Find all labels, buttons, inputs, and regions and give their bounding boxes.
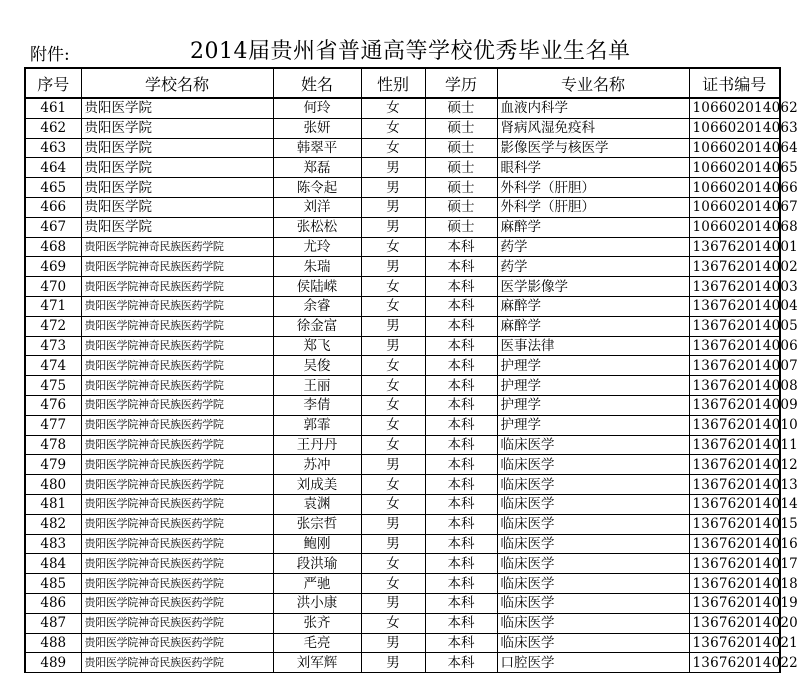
cell-major: 临床医学 bbox=[497, 455, 689, 475]
cell-name: 侯陆嵘 bbox=[273, 277, 361, 297]
header-name: 姓名 bbox=[273, 68, 361, 98]
cell-school: 贵阳医学院神奇民族医药学院 bbox=[81, 277, 273, 297]
cell-index: 489 bbox=[25, 653, 81, 673]
cell-degree: 本科 bbox=[425, 653, 497, 673]
cell-gender: 女 bbox=[361, 613, 425, 633]
cell-certificate: 136762014008 bbox=[689, 376, 780, 396]
cell-degree: 本科 bbox=[425, 574, 497, 594]
table-row bbox=[25, 514, 780, 534]
cell-major: 护理学 bbox=[497, 395, 689, 415]
table-row bbox=[25, 336, 780, 356]
table-row bbox=[25, 435, 780, 455]
cell-name: 毛亮 bbox=[273, 633, 361, 653]
cell-degree: 本科 bbox=[425, 593, 497, 613]
cell-gender: 女 bbox=[361, 356, 425, 376]
cell-certificate: 136762014020 bbox=[689, 613, 780, 633]
table-row bbox=[25, 574, 780, 594]
cell-certificate: 136762014015 bbox=[689, 514, 780, 534]
cell-school: 贵阳医学院 bbox=[81, 197, 273, 217]
cell-major: 影像医学与核医学 bbox=[497, 138, 689, 158]
attachment-label: 附件: bbox=[30, 45, 70, 65]
header-row bbox=[25, 68, 780, 98]
cell-index: 472 bbox=[25, 316, 81, 336]
cell-gender: 男 bbox=[361, 197, 425, 217]
table-row bbox=[25, 613, 780, 633]
cell-major: 肾病风湿免疫科 bbox=[497, 118, 689, 138]
cell-certificate: 136762014017 bbox=[689, 554, 780, 574]
table-row bbox=[25, 158, 780, 178]
cell-degree: 本科 bbox=[425, 455, 497, 475]
cell-index: 466 bbox=[25, 197, 81, 217]
table-row bbox=[25, 237, 780, 257]
cell-name: 张宗哲 bbox=[273, 514, 361, 534]
cell-school: 贵阳医学院神奇民族医药学院 bbox=[81, 395, 273, 415]
cell-certificate: 136762014022 bbox=[689, 653, 780, 673]
cell-certificate: 136762014012 bbox=[689, 455, 780, 475]
table-row bbox=[25, 277, 780, 297]
cell-school: 贵阳医学院神奇民族医药学院 bbox=[81, 534, 273, 554]
cell-name: 洪小康 bbox=[273, 593, 361, 613]
cell-name: 袁渊 bbox=[273, 494, 361, 514]
cell-name: 陈令起 bbox=[273, 178, 361, 198]
table-row bbox=[25, 395, 780, 415]
cell-school: 贵阳医学院神奇民族医药学院 bbox=[81, 613, 273, 633]
cell-major: 护理学 bbox=[497, 376, 689, 396]
cell-gender: 女 bbox=[361, 554, 425, 574]
cell-school: 贵阳医学院 bbox=[81, 98, 273, 118]
cell-gender: 男 bbox=[361, 633, 425, 653]
cell-index: 481 bbox=[25, 494, 81, 514]
cell-index: 479 bbox=[25, 455, 81, 475]
cell-name: 李倩 bbox=[273, 395, 361, 415]
cell-major: 临床医学 bbox=[497, 494, 689, 514]
cell-major: 临床医学 bbox=[497, 475, 689, 495]
cell-school: 贵阳医学院神奇民族医药学院 bbox=[81, 574, 273, 594]
table-row bbox=[25, 118, 780, 138]
cell-certificate: 136762014010 bbox=[689, 415, 780, 435]
cell-index: 471 bbox=[25, 296, 81, 316]
cell-degree: 本科 bbox=[425, 613, 497, 633]
cell-name: 严驰 bbox=[273, 574, 361, 594]
header-index: 序号 bbox=[25, 68, 81, 98]
cell-school: 贵阳医学院神奇民族医药学院 bbox=[81, 455, 273, 475]
cell-index: 465 bbox=[25, 178, 81, 198]
cell-certificate: 136762014009 bbox=[689, 395, 780, 415]
cell-degree: 硕士 bbox=[425, 178, 497, 198]
cell-name: 余睿 bbox=[273, 296, 361, 316]
cell-gender: 女 bbox=[361, 494, 425, 514]
cell-certificate: 136762014019 bbox=[689, 593, 780, 613]
cell-major: 药学 bbox=[497, 237, 689, 257]
cell-school: 贵阳医学院神奇民族医药学院 bbox=[81, 257, 273, 277]
cell-school: 贵阳医学院 bbox=[81, 138, 273, 158]
cell-major: 临床医学 bbox=[497, 534, 689, 554]
cell-degree: 硕士 bbox=[425, 98, 497, 118]
header-certificate: 证书编号 bbox=[689, 68, 780, 98]
table-row bbox=[25, 138, 780, 158]
cell-certificate: 136762014013 bbox=[689, 475, 780, 495]
cell-certificate: 106602014068 bbox=[689, 217, 780, 237]
header-major: 专业名称 bbox=[497, 68, 689, 98]
cell-school: 贵阳医学院神奇民族医药学院 bbox=[81, 494, 273, 514]
cell-major: 医事法律 bbox=[497, 336, 689, 356]
cell-gender: 男 bbox=[361, 593, 425, 613]
cell-major: 临床医学 bbox=[497, 514, 689, 534]
cell-major: 药学 bbox=[497, 257, 689, 277]
cell-major: 外科学（肝胆） bbox=[497, 197, 689, 217]
table-row bbox=[25, 475, 780, 495]
cell-gender: 女 bbox=[361, 277, 425, 297]
cell-school: 贵阳医学院 bbox=[81, 118, 273, 138]
cell-index: 483 bbox=[25, 534, 81, 554]
cell-certificate: 106602014064 bbox=[689, 138, 780, 158]
cell-school: 贵阳医学院 bbox=[81, 158, 273, 178]
cell-degree: 本科 bbox=[425, 475, 497, 495]
cell-major: 眼科学 bbox=[497, 158, 689, 178]
cell-gender: 男 bbox=[361, 178, 425, 198]
table-row bbox=[25, 197, 780, 217]
cell-name: 何玲 bbox=[273, 98, 361, 118]
cell-index: 462 bbox=[25, 118, 81, 138]
table-row bbox=[25, 217, 780, 237]
cell-certificate: 106602014062 bbox=[689, 98, 780, 118]
cell-degree: 本科 bbox=[425, 336, 497, 356]
header-school: 学校名称 bbox=[81, 68, 273, 98]
cell-major: 麻醉学 bbox=[497, 217, 689, 237]
cell-degree: 本科 bbox=[425, 277, 497, 297]
cell-degree: 本科 bbox=[425, 435, 497, 455]
cell-school: 贵阳医学院神奇民族医药学院 bbox=[81, 336, 273, 356]
table-row bbox=[25, 593, 780, 613]
cell-gender: 女 bbox=[361, 138, 425, 158]
cell-school: 贵阳医学院 bbox=[81, 217, 273, 237]
cell-name: 段洪瑜 bbox=[273, 554, 361, 574]
cell-name: 徐金富 bbox=[273, 316, 361, 336]
cell-name: 王丹丹 bbox=[273, 435, 361, 455]
table-row bbox=[25, 415, 780, 435]
cell-certificate: 136762014002 bbox=[689, 257, 780, 277]
cell-index: 468 bbox=[25, 237, 81, 257]
cell-certificate: 106602014065 bbox=[689, 158, 780, 178]
cell-index: 470 bbox=[25, 277, 81, 297]
table-row bbox=[25, 356, 780, 376]
table-body bbox=[25, 98, 798, 673]
document-title: 2014届贵州省普通高等学校优秀毕业生名单 bbox=[190, 39, 631, 64]
cell-certificate: 136762014003 bbox=[689, 277, 780, 297]
cell-name: 朱瑞 bbox=[273, 257, 361, 277]
cell-name: 尤玲 bbox=[273, 237, 361, 257]
cell-gender: 男 bbox=[361, 514, 425, 534]
cell-name: 吴俊 bbox=[273, 356, 361, 376]
cell-certificate: 136762014005 bbox=[689, 316, 780, 336]
cell-major: 临床医学 bbox=[497, 435, 689, 455]
cell-degree: 本科 bbox=[425, 257, 497, 277]
cell-degree: 本科 bbox=[425, 395, 497, 415]
cell-index: 486 bbox=[25, 593, 81, 613]
table-row bbox=[25, 296, 780, 316]
cell-major: 医学影像学 bbox=[497, 277, 689, 297]
cell-index: 484 bbox=[25, 554, 81, 574]
cell-degree: 本科 bbox=[425, 514, 497, 534]
table-header bbox=[25, 68, 780, 98]
cell-index: 488 bbox=[25, 633, 81, 653]
cell-degree: 本科 bbox=[425, 237, 497, 257]
cell-major: 临床医学 bbox=[497, 633, 689, 653]
cell-name: 张齐 bbox=[273, 613, 361, 633]
cell-school: 贵阳医学院神奇民族医药学院 bbox=[81, 316, 273, 336]
cell-index: 485 bbox=[25, 574, 81, 594]
table-row bbox=[25, 534, 780, 554]
cell-certificate: 106602014066 bbox=[689, 178, 780, 198]
cell-gender: 男 bbox=[361, 455, 425, 475]
cell-gender: 男 bbox=[361, 316, 425, 336]
table-row bbox=[25, 494, 780, 514]
cell-index: 474 bbox=[25, 356, 81, 376]
cell-degree: 本科 bbox=[425, 415, 497, 435]
cell-gender: 男 bbox=[361, 653, 425, 673]
cell-name: 郑飞 bbox=[273, 336, 361, 356]
cell-major: 外科学（肝胆） bbox=[497, 178, 689, 198]
cell-certificate: 136762014018 bbox=[689, 574, 780, 594]
cell-school: 贵阳医学院神奇民族医药学院 bbox=[81, 296, 273, 316]
cell-degree: 本科 bbox=[425, 376, 497, 396]
cell-major: 临床医学 bbox=[497, 613, 689, 633]
cell-index: 467 bbox=[25, 217, 81, 237]
cell-gender: 女 bbox=[361, 395, 425, 415]
cell-degree: 本科 bbox=[425, 633, 497, 653]
cell-gender: 女 bbox=[361, 237, 425, 257]
cell-school: 贵阳医学院神奇民族医药学院 bbox=[81, 415, 273, 435]
cell-school: 贵阳医学院神奇民族医药学院 bbox=[81, 356, 273, 376]
cell-degree: 本科 bbox=[425, 494, 497, 514]
cell-gender: 女 bbox=[361, 376, 425, 396]
cell-index: 461 bbox=[25, 98, 81, 118]
cell-index: 482 bbox=[25, 514, 81, 534]
cell-major: 护理学 bbox=[497, 356, 689, 376]
cell-certificate: 136762014004 bbox=[689, 296, 780, 316]
cell-index: 469 bbox=[25, 257, 81, 277]
cell-name: 郭霏 bbox=[273, 415, 361, 435]
cell-gender: 女 bbox=[361, 475, 425, 495]
cell-certificate: 136762014014 bbox=[689, 494, 780, 514]
cell-index: 475 bbox=[25, 376, 81, 396]
table-row bbox=[25, 633, 780, 653]
cell-certificate: 136762014006 bbox=[689, 336, 780, 356]
cell-name: 王丽 bbox=[273, 376, 361, 396]
cell-certificate: 136762014011 bbox=[689, 435, 780, 455]
cell-school: 贵阳医学院神奇民族医药学院 bbox=[81, 237, 273, 257]
cell-index: 487 bbox=[25, 613, 81, 633]
cell-gender: 男 bbox=[361, 336, 425, 356]
cell-index: 477 bbox=[25, 415, 81, 435]
header-degree: 学历 bbox=[425, 68, 497, 98]
cell-major: 临床医学 bbox=[497, 574, 689, 594]
cell-degree: 硕士 bbox=[425, 138, 497, 158]
cell-degree: 硕士 bbox=[425, 158, 497, 178]
cell-degree: 本科 bbox=[425, 356, 497, 376]
cell-index: 476 bbox=[25, 395, 81, 415]
cell-certificate: 136762014021 bbox=[689, 633, 780, 653]
header-gender: 性别 bbox=[361, 68, 425, 98]
cell-school: 贵阳医学院神奇民族医药学院 bbox=[81, 554, 273, 574]
cell-school: 贵阳医学院神奇民族医药学院 bbox=[81, 653, 273, 673]
table-row bbox=[25, 554, 780, 574]
cell-gender: 女 bbox=[361, 415, 425, 435]
cell-name: 鲍刚 bbox=[273, 534, 361, 554]
cell-degree: 硕士 bbox=[425, 197, 497, 217]
cell-degree: 本科 bbox=[425, 316, 497, 336]
cell-certificate: 106602014063 bbox=[689, 118, 780, 138]
cell-degree: 本科 bbox=[425, 554, 497, 574]
cell-degree: 本科 bbox=[425, 296, 497, 316]
cell-degree: 硕士 bbox=[425, 118, 497, 138]
table-row bbox=[25, 653, 780, 673]
table-row bbox=[25, 455, 780, 475]
table-row bbox=[25, 98, 780, 118]
cell-major: 麻醉学 bbox=[497, 316, 689, 336]
cell-school: 贵阳医学院 bbox=[81, 178, 273, 198]
cell-major: 口腔医学 bbox=[497, 653, 689, 673]
cell-gender: 女 bbox=[361, 435, 425, 455]
cell-major: 临床医学 bbox=[497, 554, 689, 574]
cell-degree: 本科 bbox=[425, 534, 497, 554]
cell-major: 麻醉学 bbox=[497, 296, 689, 316]
cell-school: 贵阳医学院神奇民族医药学院 bbox=[81, 435, 273, 455]
cell-name: 苏冲 bbox=[273, 455, 361, 475]
cell-gender: 男 bbox=[361, 158, 425, 178]
cell-name: 张松松 bbox=[273, 217, 361, 237]
cell-gender: 男 bbox=[361, 217, 425, 237]
cell-gender: 女 bbox=[361, 98, 425, 118]
cell-name: 郑磊 bbox=[273, 158, 361, 178]
graduates-table bbox=[24, 67, 798, 673]
cell-gender: 男 bbox=[361, 257, 425, 277]
cell-gender: 男 bbox=[361, 534, 425, 554]
cell-school: 贵阳医学院神奇民族医药学院 bbox=[81, 633, 273, 653]
cell-degree: 硕士 bbox=[425, 217, 497, 237]
cell-name: 刘成美 bbox=[273, 475, 361, 495]
cell-certificate: 136762014016 bbox=[689, 534, 780, 554]
cell-index: 478 bbox=[25, 435, 81, 455]
cell-index: 473 bbox=[25, 336, 81, 356]
cell-name: 张妍 bbox=[273, 118, 361, 138]
cell-index: 463 bbox=[25, 138, 81, 158]
table-row bbox=[25, 316, 780, 336]
cell-gender: 女 bbox=[361, 118, 425, 138]
cell-school: 贵阳医学院神奇民族医药学院 bbox=[81, 475, 273, 495]
cell-major: 护理学 bbox=[497, 415, 689, 435]
cell-school: 贵阳医学院神奇民族医药学院 bbox=[81, 514, 273, 534]
cell-name: 刘洋 bbox=[273, 197, 361, 217]
cell-certificate: 136762014007 bbox=[689, 356, 780, 376]
cell-name: 韩翠平 bbox=[273, 138, 361, 158]
cell-index: 480 bbox=[25, 475, 81, 495]
cell-certificate: 106602014067 bbox=[689, 197, 780, 217]
cell-gender: 女 bbox=[361, 574, 425, 594]
table-row bbox=[25, 376, 780, 396]
cell-major: 临床医学 bbox=[497, 593, 689, 613]
cell-index: 464 bbox=[25, 158, 81, 178]
cell-major: 血液内科学 bbox=[497, 98, 689, 118]
table-row bbox=[25, 178, 780, 198]
table-row bbox=[25, 257, 780, 277]
cell-name: 刘军辉 bbox=[273, 653, 361, 673]
cell-gender: 女 bbox=[361, 296, 425, 316]
cell-school: 贵阳医学院神奇民族医药学院 bbox=[81, 376, 273, 396]
cell-school: 贵阳医学院神奇民族医药学院 bbox=[81, 593, 273, 613]
cell-certificate: 136762014001 bbox=[689, 237, 780, 257]
